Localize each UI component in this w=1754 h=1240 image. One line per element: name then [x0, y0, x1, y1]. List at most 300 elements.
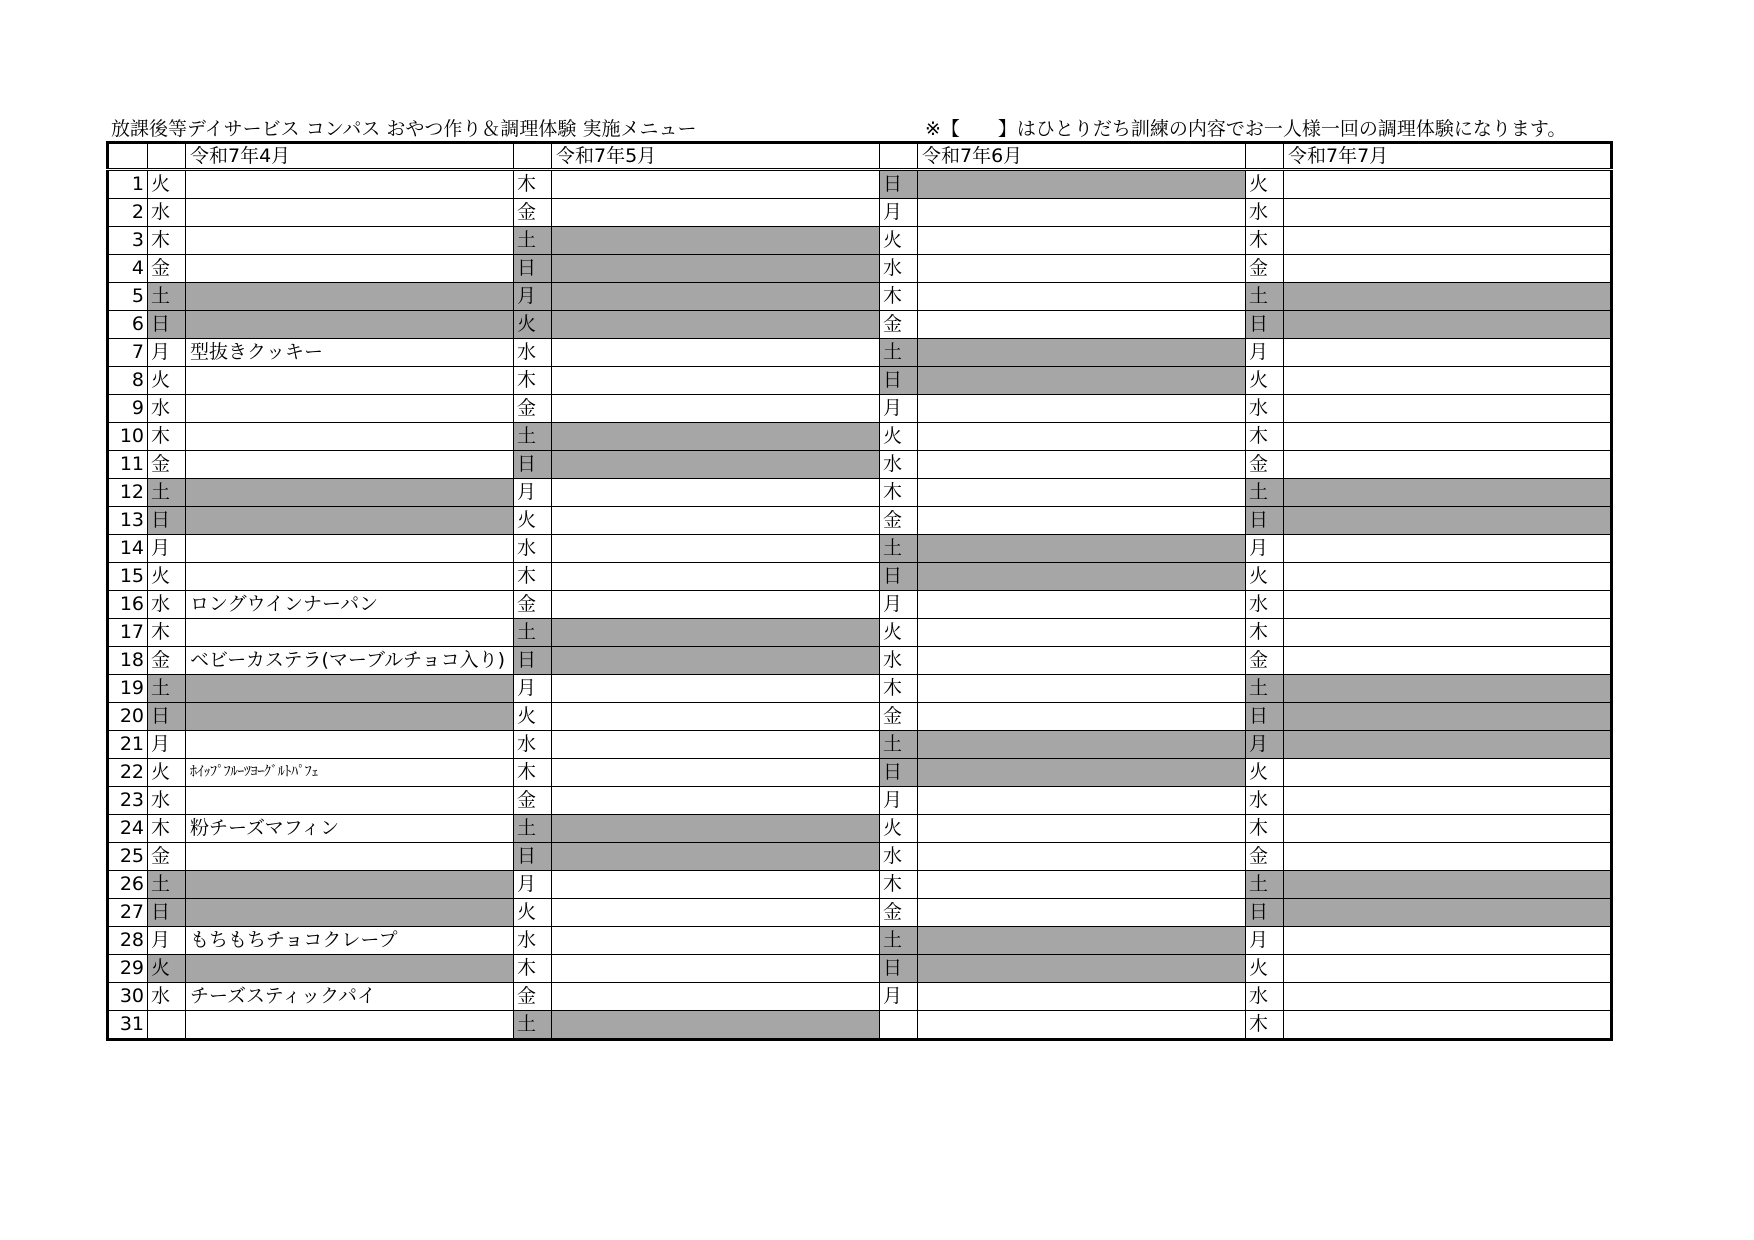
day-number: 17 — [108, 619, 148, 647]
weekday-cell: 水 — [514, 339, 552, 367]
day-row — [108, 871, 1612, 899]
calendar-body — [108, 170, 1612, 1040]
day-row — [108, 843, 1612, 871]
weekday-cell: 月 — [514, 675, 552, 703]
menu-cell — [918, 170, 1246, 199]
menu-cell — [552, 675, 880, 703]
day-row — [108, 815, 1612, 843]
weekday-cell: 火 — [1246, 367, 1284, 395]
menu-cell — [552, 423, 880, 451]
menu-cell — [918, 955, 1246, 983]
menu-cell — [1284, 255, 1612, 283]
day-number: 12 — [108, 479, 148, 507]
day-number: 22 — [108, 759, 148, 787]
day-row — [108, 983, 1612, 1011]
menu-cell — [186, 367, 514, 395]
weekday-cell: 月 — [1246, 927, 1284, 955]
menu-cell — [552, 983, 880, 1011]
menu-cell — [1284, 535, 1612, 563]
weekday-cell: 月 — [880, 787, 918, 815]
day-number: 25 — [108, 843, 148, 871]
weekday-cell: 月 — [880, 199, 918, 227]
weekday-cell: 火 — [1246, 759, 1284, 787]
weekday-cell: 水 — [148, 787, 186, 815]
weekday-cell: 金 — [148, 843, 186, 871]
header-blank-day — [108, 143, 148, 170]
day-number: 29 — [108, 955, 148, 983]
weekday-cell: 日 — [1246, 507, 1284, 535]
menu-cell — [552, 227, 880, 255]
menu-cell — [552, 899, 880, 927]
weekday-cell: 月 — [1246, 731, 1284, 759]
menu-cell — [552, 1011, 880, 1040]
weekday-cell: 土 — [880, 731, 918, 759]
weekday-cell: 月 — [514, 479, 552, 507]
weekday-cell: 水 — [880, 255, 918, 283]
menu-item: もちもちチョコクレープ — [186, 927, 514, 955]
menu-cell — [186, 479, 514, 507]
weekday-cell: 月 — [880, 395, 918, 423]
menu-cell — [1284, 927, 1612, 955]
day-number: 30 — [108, 983, 148, 1011]
weekday-cell: 日 — [514, 255, 552, 283]
weekday-cell: 日 — [514, 647, 552, 675]
menu-item: ロングウインナーパン — [186, 591, 514, 619]
weekday-cell: 土 — [880, 339, 918, 367]
menu-cell — [186, 535, 514, 563]
weekday-cell: 日 — [148, 507, 186, 535]
menu-cell — [552, 199, 880, 227]
weekday-cell: 木 — [514, 955, 552, 983]
weekday-cell: 日 — [148, 703, 186, 731]
weekday-cell: 月 — [148, 535, 186, 563]
day-row — [108, 955, 1612, 983]
menu-cell — [186, 395, 514, 423]
weekday-cell: 水 — [148, 199, 186, 227]
weekday-cell: 木 — [514, 170, 552, 199]
weekday-cell: 水 — [148, 591, 186, 619]
weekday-cell: 木 — [880, 675, 918, 703]
weekday-cell: 火 — [1246, 563, 1284, 591]
weekday-cell: 金 — [514, 199, 552, 227]
day-row — [108, 787, 1612, 815]
menu-cell — [918, 675, 1246, 703]
weekday-cell: 火 — [880, 227, 918, 255]
menu-cell — [186, 955, 514, 983]
weekday-cell: 金 — [514, 983, 552, 1011]
menu-cell — [552, 703, 880, 731]
weekday-cell: 火 — [148, 563, 186, 591]
day-number: 24 — [108, 815, 148, 843]
day-row — [108, 227, 1612, 255]
day-number: 26 — [108, 871, 148, 899]
weekday-cell: 土 — [1246, 479, 1284, 507]
menu-cell — [186, 507, 514, 535]
day-row — [108, 675, 1612, 703]
day-row — [108, 647, 1612, 675]
day-number: 15 — [108, 563, 148, 591]
menu-cell — [186, 311, 514, 339]
menu-cell — [186, 675, 514, 703]
weekday-cell: 月 — [148, 339, 186, 367]
menu-cell — [1284, 759, 1612, 787]
weekday-cell: 火 — [514, 507, 552, 535]
weekday-cell: 日 — [514, 451, 552, 479]
menu-cell — [552, 731, 880, 759]
weekday-cell: 金 — [1246, 255, 1284, 283]
day-number: 14 — [108, 535, 148, 563]
weekday-cell: 月 — [880, 591, 918, 619]
day-row — [108, 423, 1612, 451]
menu-cell — [1284, 647, 1612, 675]
weekday-cell: 金 — [514, 787, 552, 815]
menu-cell — [918, 815, 1246, 843]
weekday-cell: 金 — [514, 395, 552, 423]
menu-cell — [552, 787, 880, 815]
day-row — [108, 1011, 1612, 1040]
menu-cell — [186, 199, 514, 227]
day-row — [108, 339, 1612, 367]
menu-cell — [918, 423, 1246, 451]
day-number: 21 — [108, 731, 148, 759]
day-number: 2 — [108, 199, 148, 227]
weekday-cell: 火 — [880, 815, 918, 843]
menu-item: 粉チーズマフィン — [186, 815, 514, 843]
weekday-cell: 金 — [514, 591, 552, 619]
weekday-cell: 火 — [148, 367, 186, 395]
day-number: 16 — [108, 591, 148, 619]
menu-cell — [1284, 423, 1612, 451]
header-blank-weekday — [880, 143, 918, 170]
weekday-cell: 木 — [148, 423, 186, 451]
menu-cell — [1284, 815, 1612, 843]
weekday-cell: 火 — [1246, 955, 1284, 983]
weekday-cell: 日 — [514, 843, 552, 871]
day-number: 28 — [108, 927, 148, 955]
weekday-cell — [148, 1011, 186, 1040]
menu-cell — [552, 563, 880, 591]
month-label: 令和7年6月 — [918, 143, 1246, 170]
menu-cell — [918, 339, 1246, 367]
menu-cell — [918, 255, 1246, 283]
menu-cell — [186, 255, 514, 283]
weekday-cell: 土 — [1246, 283, 1284, 311]
header-blank-weekday — [514, 143, 552, 170]
day-row — [108, 367, 1612, 395]
day-number: 4 — [108, 255, 148, 283]
weekday-cell: 金 — [148, 647, 186, 675]
day-number: 6 — [108, 311, 148, 339]
menu-item: ベビーカステラ(マーブルチョコ入り) — [186, 647, 514, 675]
weekday-cell: 金 — [880, 899, 918, 927]
weekday-cell: 水 — [1246, 983, 1284, 1011]
day-row — [108, 759, 1612, 787]
menu-cell — [552, 339, 880, 367]
day-row — [108, 170, 1612, 199]
menu-cell — [1284, 507, 1612, 535]
menu-cell — [1284, 311, 1612, 339]
weekday-cell: 月 — [148, 731, 186, 759]
menu-cell — [552, 255, 880, 283]
weekday-cell: 土 — [514, 423, 552, 451]
day-row — [108, 535, 1612, 563]
menu-cell — [552, 283, 880, 311]
menu-cell — [552, 451, 880, 479]
day-row — [108, 395, 1612, 423]
weekday-cell: 水 — [148, 983, 186, 1011]
menu-cell — [918, 283, 1246, 311]
month-label: 令和7年7月 — [1284, 143, 1612, 170]
weekday-cell: 土 — [148, 675, 186, 703]
menu-cell — [552, 479, 880, 507]
weekday-cell: 日 — [880, 955, 918, 983]
menu-cell — [552, 871, 880, 899]
day-number: 7 — [108, 339, 148, 367]
menu-cell — [1284, 703, 1612, 731]
page-title: 放課後等デイサービス コンパス おやつ作り＆調理体験 実施メニュー — [111, 118, 697, 140]
menu-calendar-table — [106, 141, 1613, 1041]
weekday-cell: 日 — [1246, 703, 1284, 731]
menu-cell — [1284, 955, 1612, 983]
weekday-cell: 火 — [514, 899, 552, 927]
weekday-cell: 水 — [1246, 591, 1284, 619]
menu-cell — [918, 535, 1246, 563]
weekday-cell: 木 — [1246, 815, 1284, 843]
weekday-cell: 月 — [514, 871, 552, 899]
menu-cell — [186, 787, 514, 815]
weekday-cell: 日 — [880, 367, 918, 395]
weekday-cell: 火 — [1246, 170, 1284, 199]
month-label: 令和7年5月 — [552, 143, 880, 170]
menu-cell — [552, 591, 880, 619]
menu-item: ﾎｲｯﾌﾟﾌﾙｰﾂﾖｰｸﾞﾙﾄﾊﾟﾌｪ — [186, 759, 514, 787]
weekday-cell: 金 — [148, 255, 186, 283]
menu-cell — [186, 843, 514, 871]
menu-cell — [918, 899, 1246, 927]
weekday-cell: 火 — [148, 759, 186, 787]
weekday-cell: 火 — [880, 423, 918, 451]
weekday-cell: 水 — [514, 927, 552, 955]
weekday-cell: 木 — [1246, 619, 1284, 647]
weekday-cell: 水 — [1246, 787, 1284, 815]
day-row — [108, 563, 1612, 591]
menu-cell — [552, 535, 880, 563]
day-row — [108, 899, 1612, 927]
weekday-cell: 水 — [514, 731, 552, 759]
menu-cell — [1284, 619, 1612, 647]
weekday-cell: 水 — [880, 843, 918, 871]
menu-cell — [918, 983, 1246, 1011]
weekday-cell: 月 — [148, 927, 186, 955]
menu-cell — [552, 367, 880, 395]
weekday-cell: 土 — [880, 927, 918, 955]
day-number: 31 — [108, 1011, 148, 1040]
weekday-cell: 土 — [514, 815, 552, 843]
day-number: 23 — [108, 787, 148, 815]
menu-cell — [918, 843, 1246, 871]
menu-cell — [1284, 479, 1612, 507]
weekday-cell: 火 — [148, 955, 186, 983]
weekday-cell: 土 — [514, 1011, 552, 1040]
weekday-cell: 木 — [880, 283, 918, 311]
menu-cell — [918, 227, 1246, 255]
weekday-cell: 日 — [880, 759, 918, 787]
menu-cell — [1284, 675, 1612, 703]
menu-cell — [186, 731, 514, 759]
menu-cell — [1284, 451, 1612, 479]
weekday-cell: 水 — [148, 395, 186, 423]
day-number: 13 — [108, 507, 148, 535]
menu-cell — [552, 507, 880, 535]
menu-cell — [552, 955, 880, 983]
day-number: 20 — [108, 703, 148, 731]
menu-cell — [552, 170, 880, 199]
weekday-cell: 日 — [1246, 311, 1284, 339]
menu-cell — [918, 451, 1246, 479]
menu-cell — [1284, 199, 1612, 227]
day-row — [108, 619, 1612, 647]
weekday-cell: 金 — [880, 311, 918, 339]
menu-cell — [186, 423, 514, 451]
day-number: 3 — [108, 227, 148, 255]
menu-cell — [918, 759, 1246, 787]
weekday-cell: 火 — [514, 703, 552, 731]
header-blank-weekday — [1246, 143, 1284, 170]
menu-cell — [918, 787, 1246, 815]
menu-cell — [918, 1011, 1246, 1040]
menu-cell — [918, 395, 1246, 423]
month-header-row — [108, 143, 1612, 170]
day-row — [108, 591, 1612, 619]
menu-cell — [552, 647, 880, 675]
menu-cell — [918, 199, 1246, 227]
menu-cell — [1284, 563, 1612, 591]
weekday-cell: 木 — [514, 367, 552, 395]
menu-cell — [1284, 339, 1612, 367]
weekday-cell: 土 — [1246, 871, 1284, 899]
day-row — [108, 311, 1612, 339]
menu-cell — [1284, 843, 1612, 871]
weekday-cell: 日 — [1246, 899, 1284, 927]
menu-cell — [918, 871, 1246, 899]
day-number: 1 — [108, 170, 148, 199]
note-text: ※【 】はひとりだち訓練の内容でお一人様一回の調理体験になります。 — [925, 118, 1567, 140]
menu-cell — [918, 479, 1246, 507]
menu-cell — [552, 311, 880, 339]
menu-cell — [1284, 983, 1612, 1011]
weekday-cell: 水 — [1246, 395, 1284, 423]
weekday-cell: 水 — [880, 647, 918, 675]
weekday-cell: 水 — [1246, 199, 1284, 227]
weekday-cell: 木 — [1246, 1011, 1284, 1040]
weekday-cell: 土 — [148, 283, 186, 311]
weekday-cell: 金 — [1246, 843, 1284, 871]
menu-cell — [186, 1011, 514, 1040]
weekday-cell — [880, 1011, 918, 1040]
weekday-cell: 日 — [148, 311, 186, 339]
weekday-cell: 土 — [1246, 675, 1284, 703]
weekday-cell: 月 — [880, 983, 918, 1011]
menu-cell — [1284, 170, 1612, 199]
day-number: 19 — [108, 675, 148, 703]
menu-cell — [1284, 227, 1612, 255]
weekday-cell: 水 — [880, 451, 918, 479]
menu-cell — [1284, 283, 1612, 311]
day-row — [108, 927, 1612, 955]
weekday-cell: 火 — [148, 170, 186, 199]
weekday-cell: 木 — [880, 871, 918, 899]
menu-cell — [918, 591, 1246, 619]
menu-cell — [918, 647, 1246, 675]
weekday-cell: 土 — [148, 479, 186, 507]
weekday-cell: 月 — [1246, 535, 1284, 563]
weekday-cell: 金 — [880, 507, 918, 535]
day-row — [108, 199, 1612, 227]
day-row — [108, 703, 1612, 731]
weekday-cell: 月 — [1246, 339, 1284, 367]
menu-cell — [918, 619, 1246, 647]
menu-cell — [1284, 367, 1612, 395]
weekday-cell: 土 — [514, 227, 552, 255]
day-number: 8 — [108, 367, 148, 395]
menu-item: 型抜きクッキー — [186, 339, 514, 367]
header-blank-weekday — [148, 143, 186, 170]
menu-cell — [186, 899, 514, 927]
menu-cell — [1284, 395, 1612, 423]
weekday-cell: 火 — [880, 619, 918, 647]
weekday-cell: 日 — [880, 170, 918, 199]
weekday-cell: 土 — [514, 619, 552, 647]
weekday-cell: 日 — [880, 563, 918, 591]
weekday-cell: 金 — [148, 451, 186, 479]
weekday-cell: 火 — [514, 311, 552, 339]
menu-cell — [552, 815, 880, 843]
menu-cell — [918, 927, 1246, 955]
day-row — [108, 255, 1612, 283]
day-number: 18 — [108, 647, 148, 675]
weekday-cell: 金 — [1246, 647, 1284, 675]
menu-cell — [1284, 871, 1612, 899]
menu-cell — [186, 563, 514, 591]
weekday-cell: 木 — [148, 227, 186, 255]
weekday-cell: 水 — [514, 535, 552, 563]
weekday-cell: 木 — [514, 563, 552, 591]
weekday-cell: 木 — [514, 759, 552, 787]
weekday-cell: 土 — [148, 871, 186, 899]
menu-cell — [186, 227, 514, 255]
day-row — [108, 451, 1612, 479]
menu-item: チーズスティックパイ — [186, 983, 514, 1011]
menu-cell — [1284, 899, 1612, 927]
weekday-cell: 木 — [880, 479, 918, 507]
menu-cell — [918, 311, 1246, 339]
day-number: 9 — [108, 395, 148, 423]
day-number: 10 — [108, 423, 148, 451]
weekday-cell: 木 — [148, 815, 186, 843]
menu-cell — [1284, 787, 1612, 815]
weekday-cell: 木 — [1246, 227, 1284, 255]
menu-cell — [918, 367, 1246, 395]
weekday-cell: 土 — [880, 535, 918, 563]
menu-cell — [1284, 731, 1612, 759]
menu-cell — [186, 170, 514, 199]
menu-cell — [552, 619, 880, 647]
day-number: 11 — [108, 451, 148, 479]
day-row — [108, 479, 1612, 507]
menu-cell — [186, 283, 514, 311]
day-number: 27 — [108, 899, 148, 927]
day-row — [108, 507, 1612, 535]
